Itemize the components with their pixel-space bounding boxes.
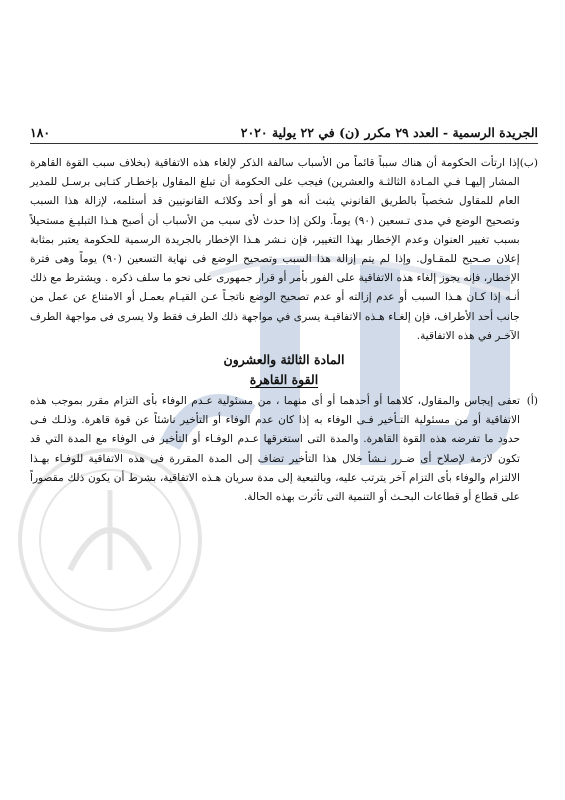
- page-number: ١٨٠: [30, 125, 51, 140]
- paragraph-text: تعفى إيجاس والمقاول، كلاهما أو أحدهما أو أى منهما ، من مسئولية عـدم الوفاء بأى التزام مقرر بموجب هذه الاتفاقية أو من مسئولية التـأخير فـى الوفاء به إذا كان عدم الوفاء أو التأخير ناشئاً عن قوة قاهرة. وذلـك فـى حدود ما تفرضه هذه القوة القاهرة. والمدة التى استغرقها عـدم الوفـاء أو التأخير فى الوفاء مع المدة التي قد تكون لازمة لإصلاح أى ضـرر نـشأ خلال هذا التأخير تضاف إلى المدة المقررة فى هذه الاتفاقية للوفـاء بهـذا الالتزام والوفاء بأى التزام آخر يترتب عليه، وبالتبعية إلى مدة سريان هـذه الاتفاقية، بشرط أن يكون ذلك مقصوراً على قطاع أو قطاعات البحـث أو التنمية التى تأثرت بهذه الحالة.: [30, 395, 520, 504]
- paragraph-marker: (أ): [526, 395, 538, 408]
- article-heading: المادة الثالثة والعشرون: [223, 352, 345, 368]
- document-body: [30, 154, 538, 507]
- article-subtitle: [30, 370, 538, 390]
- issue-title: الجريدة الرسمية - العدد ٢٩ مكرر (ن) في ٢٢ يولية ٢٠٢٠: [240, 125, 538, 140]
- paragraph-b: [30, 154, 538, 346]
- paragraph-marker: (ب): [519, 157, 538, 169]
- paragraph-a: [30, 392, 538, 507]
- page-header: [30, 118, 538, 144]
- article-subtitle-text: القوة القاهرة: [249, 372, 319, 388]
- paragraph-text: إذا ارتأت الحكومة أن هناك سبباً قائماً من الأسباب سالفة الذكر لإلغاء هذه الاتفاقية (بخلاف سبب القوة القاهرة المشار إليهـا فـي المـادة الثالثـة والعشرين) فيجب على الحكومة أن تبلغ المقاول بإخطـار كتـابى برسـل للمدير العام للمقاول شخصياً بالطريق القانوني يثبت أنه هو أو أحد وكلائـه القانونيين قد أستلمه، لإزالة هذا السبب وتصحيح الوضع في مدى تـسعين (٩٠) يوماً. ولكن إذا حدث لأى سبب من الأسباب أن أصبح هـذا التبليـغ مستحيلاً بسبب تغيير العنوان وعدم الإخطار بهذا التغيير، فإن نـشر هـذا الإخطار بالجريدة الرسمية للحكومة يعتبر بمثابة إعلان صـحيح للمقـاول. وإذا لم يتم إزالة هذا السبب وتصحيح الوضع فى نهاية التسعين (٩٠) يوماً وهى فترة الإخطار، فإنه يجوز إلغاء هذه الاتفاقية على الفور بأمر أو قرار جمهورى على نحو ما سلف ذكره . ويشترط مع ذلك أنـه إذا كـان هـذا السبب أو عدم إزالته أو عدم تصحيح الوضع ناتجـاً عـن القيـام بعمـل أو الامتناع عن عمل من جانب أحد الأطراف، فإن إلغـاء هـذه الاتفاقيـة يسرى في مواجهة ذلك الطرف فقط ولا يسرى فى مواجهة الطرف الآخـر في هذه الاتفاقية.: [30, 157, 520, 342]
